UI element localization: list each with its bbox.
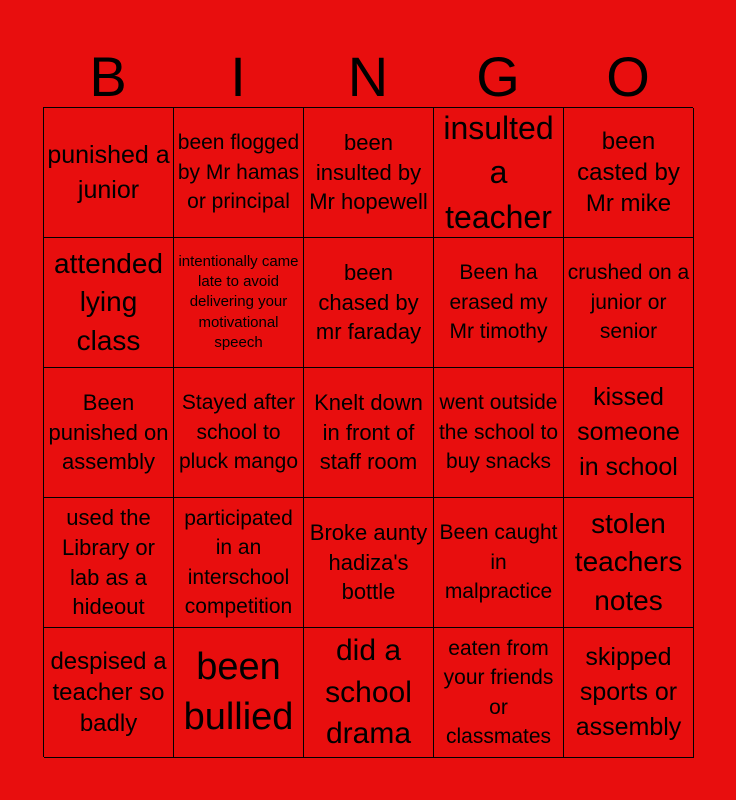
bingo-cell[interactable]: been chased by mr faraday (304, 238, 434, 368)
bingo-cell[interactable]: kissed someone in school (564, 368, 694, 498)
bingo-cell[interactable]: been casted by Mr mike (564, 108, 694, 238)
bingo-cell[interactable]: used the Library or lab as a hideout (44, 498, 174, 628)
bingo-cell[interactable]: stolen teachers notes (564, 498, 694, 628)
bingo-cell[interactable]: insulted a teacher (434, 108, 564, 238)
header-letter-n: N (347, 45, 389, 108)
bingo-cell[interactable]: participated in an interschool competition (174, 498, 304, 628)
bingo-cell[interactable]: skipped sports or assembly (564, 628, 694, 758)
bingo-cell[interactable]: Been caught in malpractice (434, 498, 564, 628)
bingo-cell[interactable]: eaten from your friends or classmates (434, 628, 564, 758)
bingo-cell[interactable]: been flogged by Mr hamas or principal (174, 108, 304, 238)
bingo-cell[interactable]: punished a junior (44, 108, 174, 238)
bingo-cell[interactable]: been insulted by Mr hopewell (304, 108, 434, 238)
bingo-cell[interactable]: Stayed after school to pluck mango (174, 368, 304, 498)
bingo-cell[interactable]: Been ha erased my Mr timothy (434, 238, 564, 368)
bingo-cell[interactable]: Broke aunty hadiza's bottle (304, 498, 434, 628)
header-letter-g: G (476, 45, 520, 108)
bingo-cell[interactable]: Knelt down in front of staff room (304, 368, 434, 498)
bingo-cell[interactable]: did a school drama (304, 628, 434, 758)
header-letter-i: I (230, 45, 246, 108)
bingo-cell[interactable]: attended lying class (44, 238, 174, 368)
bingo-header (43, 44, 693, 106)
bingo-cell[interactable]: Been punished on assembly (44, 368, 174, 498)
bingo-cell[interactable]: been bullied (174, 628, 304, 758)
bingo-board (43, 107, 693, 757)
header-letter-o: O (606, 45, 650, 108)
header-letter-b: B (89, 45, 127, 108)
bingo-cell[interactable]: crushed on a junior or senior (564, 238, 694, 368)
bingo-cell[interactable]: intentionally came late to avoid delivering your motivational speech (174, 238, 304, 368)
bingo-cell[interactable]: despised a teacher so badly (44, 628, 174, 758)
bingo-cell[interactable]: went outside the school to buy snacks (434, 368, 564, 498)
